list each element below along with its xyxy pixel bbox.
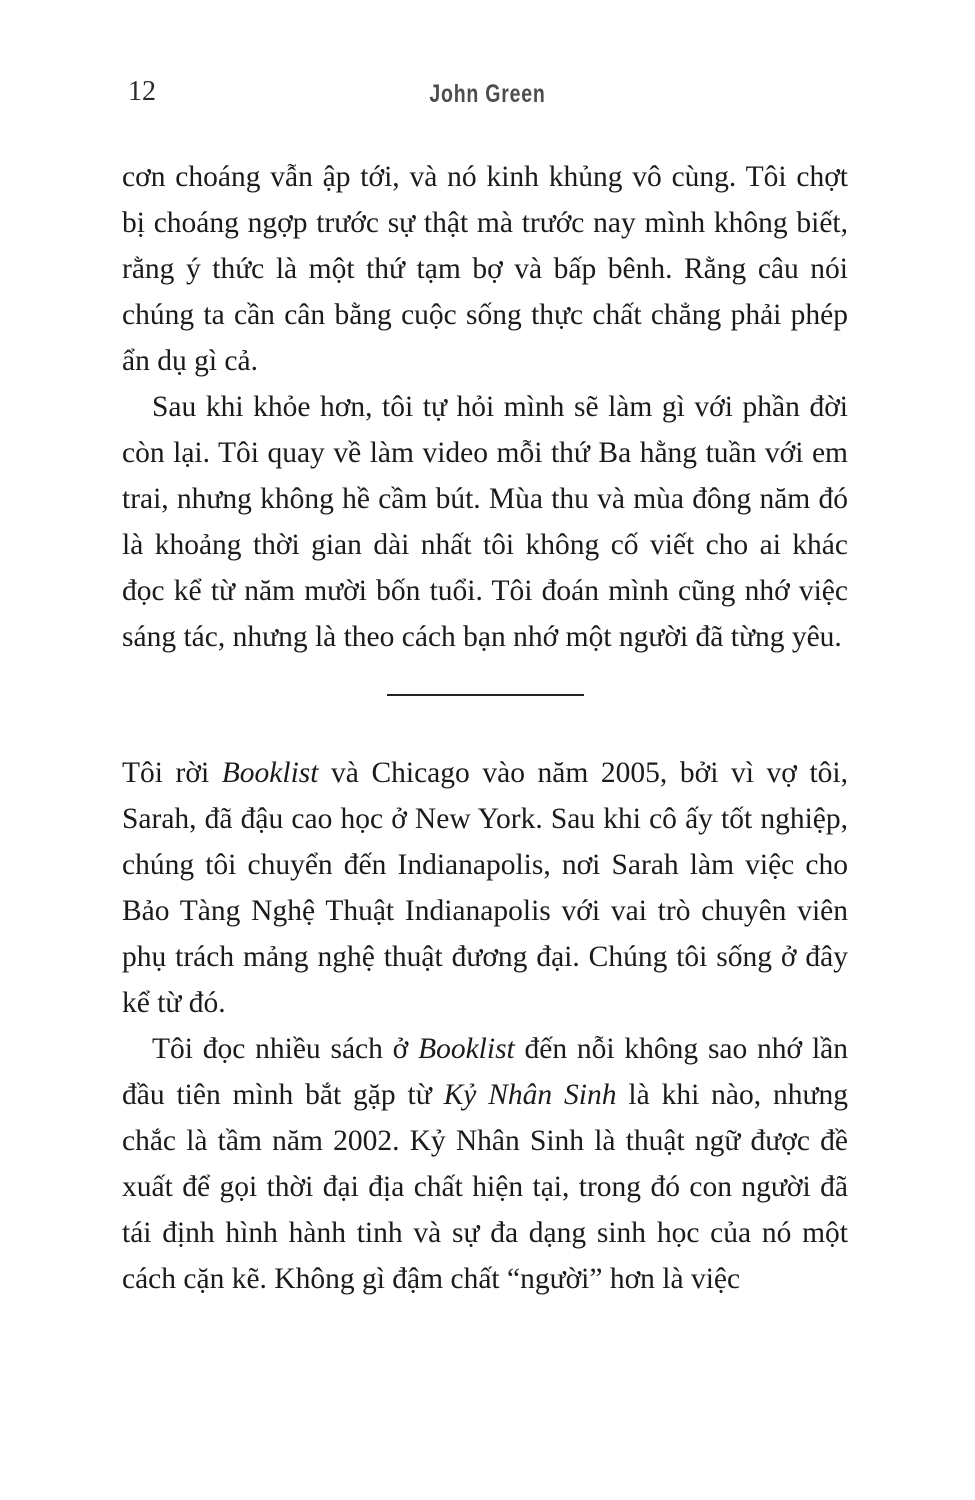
running-head bbox=[0, 0, 975, 112]
page-number: 12 bbox=[128, 76, 156, 107]
text-segment: Tôi đọc nhiều sách ở bbox=[152, 1033, 419, 1065]
running-header bbox=[0, 80, 975, 109]
italic-text-segment: Kỷ Nhân Sinh bbox=[443, 1079, 617, 1111]
paragraph bbox=[122, 750, 848, 1026]
text-segment: Sau khi khỏe hơn, tôi tự hỏi mình sẽ làm gì với phần đời còn lại. Tôi quay về làm video mỗi thứ Ba hằng tuần với em trai, nhưng không hề cầm bút. Mùa thu và mùa đông năm đó là khoảng thời gian dài nhất tôi không cố viết cho ai khác đọc kể từ năm mười bốn tuổi. Tôi đoán mình cũng nhớ việc sáng tác, nhưng là theo cách bạn nhớ một người đã từng yêu. bbox=[122, 391, 848, 653]
text-segment: Tôi rời bbox=[122, 757, 222, 789]
text-segment: cơn choáng vẫn ập tới, và nó kinh khủng vô cùng. Tôi chợt bị choáng ngợp trước sự thật mà trước nay mình không biết, rằng ý thức là một thứ tạm bợ và bấp bênh. Rằng câu nói chúng ta cần cân bằng cuộc sống thực chất chẳng phải phép ẩn dụ gì cả. bbox=[122, 161, 848, 377]
section-divider bbox=[387, 694, 584, 696]
running-header-text: John Green bbox=[429, 80, 546, 108]
paragraph bbox=[122, 384, 848, 660]
body-text bbox=[122, 154, 848, 1302]
text-segment: và Chicago vào năm 2005, bởi vì vợ tôi, Sarah, đã đậu cao học ở New York. Sau khi cô ấy tốt nghiệp, chúng tôi chuyển đến Indianapolis, nơi Sarah làm việc cho Bảo Tàng Nghệ Thuật Indianapolis với vai trò chuyên viên phụ trách mảng nghệ thuật đương đại. Chúng tôi sống ở đây kể từ đó. bbox=[122, 757, 848, 1019]
italic-text-segment: Booklist bbox=[221, 757, 319, 789]
text-segment: là khi nào, nhưng chắc là tầm năm 2002. Kỷ Nhân Sinh là thuật ngữ được đề xuất để gọi thời đại địa chất hiện tại, trong đó con người đã tái định hình hành tinh và sự đa dạng sinh học của nó một cách cặn kẽ. Không gì đậm chất “người” hơn là việc bbox=[122, 1079, 848, 1295]
text-segment: đến nỗi không sao nhớ lần đầu tiên mình bắt gặp từ bbox=[122, 1033, 848, 1111]
paragraph bbox=[122, 1026, 848, 1302]
paragraph bbox=[122, 154, 848, 384]
italic-text-segment: Booklist bbox=[418, 1033, 515, 1065]
